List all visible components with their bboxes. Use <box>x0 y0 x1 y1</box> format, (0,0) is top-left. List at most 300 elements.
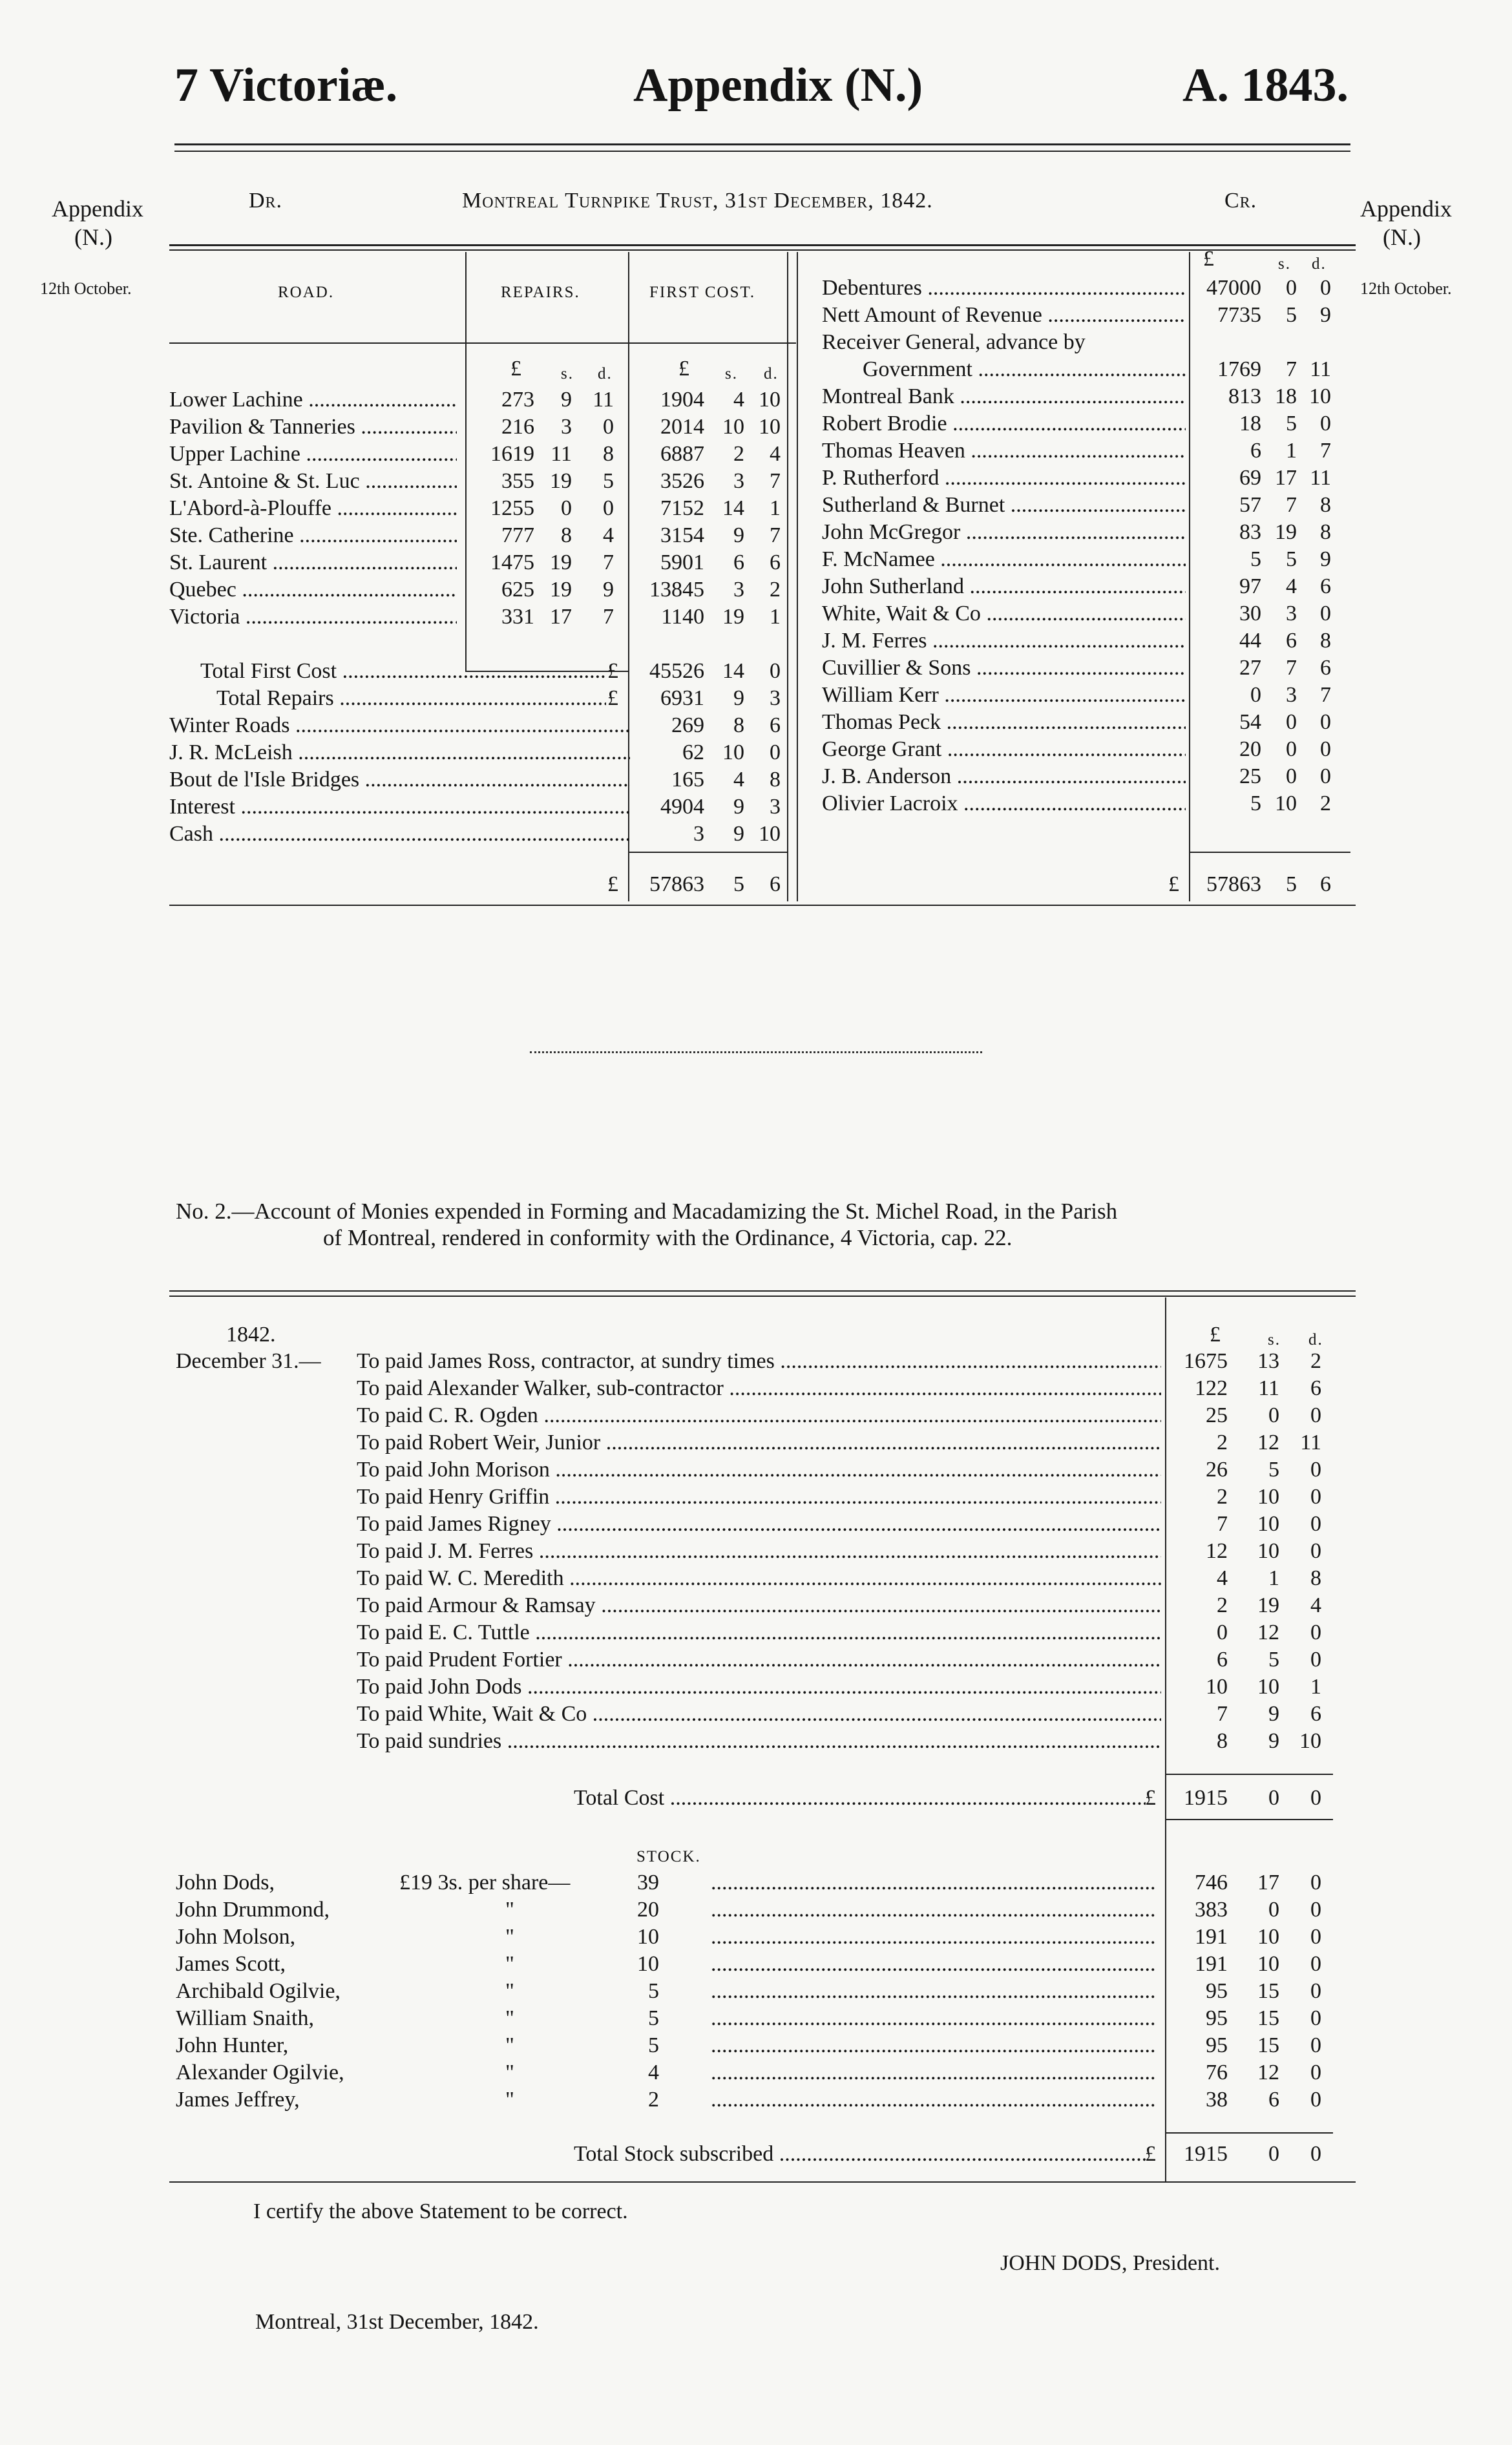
payment-pence: 10 <box>1299 1729 1321 1753</box>
credit-pence: 9 <box>1320 303 1331 327</box>
payment-pence: 0 <box>1310 1512 1321 1536</box>
ditto-mark: " <box>505 2061 514 2084</box>
account1-rule-top2 <box>169 249 1356 251</box>
payment-pounds: 12 <box>1206 1539 1228 1563</box>
credit-pence: 2 <box>1320 792 1331 815</box>
credit-pounds: 1769 <box>1217 357 1261 381</box>
road-cost-pence: 1 <box>770 496 781 520</box>
credit-pence-head: d. <box>1312 255 1327 273</box>
credit-shillings: 10 <box>1275 792 1297 815</box>
stockholder-name: John Dods, <box>176 1871 275 1894</box>
stockholder-leader <box>711 2032 1157 2059</box>
road-cost-shillings: 10 <box>722 415 744 439</box>
road-repairs-pence: 0 <box>603 496 614 520</box>
credit-pence: 0 <box>1320 412 1331 435</box>
payment-label: To paid Alexander Walker, sub-contractor ..... <box>357 1375 1161 1402</box>
debit-label: Total Repairs ..... <box>216 685 606 712</box>
debit-label: Interest ..... <box>169 793 630 821</box>
stockholder-pence: 0 <box>1310 2033 1321 2057</box>
credit-label: Receiver General, advance by <box>822 330 1086 354</box>
credit-label: Cuvillier & Sons ..... <box>822 655 1186 682</box>
credit-label: P. Rutherford ..... <box>822 465 1186 492</box>
stockholder-pounds: 95 <box>1206 2033 1228 2057</box>
page-header-right: A. 1843. <box>1182 59 1349 112</box>
stockholder-leader <box>711 1869 1157 1896</box>
payment-pounds: 10 <box>1206 1675 1228 1699</box>
col-road: ROAD. <box>278 284 335 301</box>
payment-shillings: 9 <box>1268 1729 1279 1753</box>
debit-pounds: 4904 <box>660 795 704 819</box>
road-cost-shillings: 4 <box>733 388 744 412</box>
credit-pounds: 44 <box>1239 629 1261 653</box>
road-repairs-pounds: 625 <box>501 578 534 602</box>
stockholder-pence: 0 <box>1310 1952 1321 1976</box>
road-repairs-pence: 0 <box>603 415 614 439</box>
payment-pence: 2 <box>1310 1349 1321 1373</box>
road-name: L'Abord-à-Plouffe ..... <box>169 495 457 522</box>
debit-shillings: 9 <box>733 795 744 819</box>
debit-label: Bout de l'Isle Bridges ..... <box>169 766 630 793</box>
payment-label: To paid C. R. Ogden ..... <box>357 1402 1161 1429</box>
road-cost-shillings: 9 <box>733 523 744 547</box>
payment-shillings: 10 <box>1257 1512 1279 1536</box>
road-repairs-pounds: 331 <box>501 605 534 629</box>
credit-pounds: 25 <box>1239 764 1261 788</box>
total-stock-pence: 0 <box>1310 2142 1321 2166</box>
repairs-pound-head: £ <box>510 357 521 381</box>
payment-pence: 0 <box>1310 1485 1321 1509</box>
stockholder-leader <box>711 1951 1157 1978</box>
credit-shillings: 7 <box>1286 656 1297 680</box>
credit-pounds: 0 <box>1250 683 1261 707</box>
ditto-mark: " <box>505 2088 514 2112</box>
road-repairs-pounds: 1475 <box>490 551 534 574</box>
credit-label: White, Wait & Co ..... <box>822 600 1186 627</box>
dr-label: Dr. <box>249 189 283 213</box>
account1-rule-bottom <box>169 905 1356 906</box>
debit-currency: £ <box>607 686 618 710</box>
credit-pound-head: £ <box>1203 247 1214 271</box>
margin-left-date: 12th October. <box>40 279 132 298</box>
payment-label: To paid Henry Griffin ..... <box>357 1484 1161 1511</box>
payment-shillings: 12 <box>1257 1431 1279 1454</box>
stockholder-pence: 0 <box>1310 1898 1321 1922</box>
stockholder-shares: 10 <box>637 1952 659 1976</box>
vline-credit-left <box>797 252 798 901</box>
stockholder-name: John Drummond, <box>176 1898 330 1922</box>
cost-pound-head: £ <box>678 357 689 381</box>
credit-pence: 0 <box>1320 276 1331 300</box>
stockholder-shares: 2 <box>648 2088 659 2112</box>
credit-pence: 0 <box>1320 764 1331 788</box>
payment-pence: 8 <box>1310 1566 1321 1590</box>
stockholder-shares: 5 <box>648 2033 659 2057</box>
credit-label: William Kerr ..... <box>822 682 1186 709</box>
stockholder-shillings: 10 <box>1257 1925 1279 1949</box>
debit-shillings: 9 <box>733 686 744 710</box>
payment-pence: 1 <box>1310 1675 1321 1699</box>
payment-pounds: 7 <box>1217 1512 1228 1536</box>
payment-pounds: 2 <box>1217 1431 1228 1454</box>
payment-pounds: 1675 <box>1184 1349 1228 1373</box>
credit-label: J. M. Ferres ..... <box>822 627 1186 655</box>
credit-label: John Sutherland ..... <box>822 573 1186 600</box>
stockholder-pounds: 746 <box>1195 1871 1228 1894</box>
credit-label-continued: Government ..... <box>863 356 1186 383</box>
repairs-shilling-head: s. <box>561 365 574 383</box>
road-cost-pounds: 3154 <box>660 523 704 547</box>
stockholder-pounds: 383 <box>1195 1898 1228 1922</box>
stockholder-shares: 20 <box>637 1898 659 1922</box>
account2-rule-top2 <box>169 1296 1356 1297</box>
stockholder-pence: 0 <box>1310 1871 1321 1894</box>
margin-left-label: Appendix <box>52 196 143 222</box>
stockholder-pence: 0 <box>1310 1979 1321 2003</box>
account2-amount-vline <box>1165 1297 1166 2183</box>
debit-pence: 6 <box>770 713 781 737</box>
debit-pence: 0 <box>770 659 781 683</box>
road-repairs-pounds: 355 <box>501 469 534 493</box>
credit-total-shillings: 5 <box>1286 872 1297 896</box>
stockholder-shillings: 15 <box>1257 2006 1279 2030</box>
credit-pounds: 97 <box>1239 574 1261 598</box>
stockholder-shares: 5 <box>648 1979 659 2003</box>
payment-pence: 0 <box>1310 1648 1321 1672</box>
stockholder-leader <box>711 1924 1157 1951</box>
debit-label: J. R. McLeish ..... <box>169 739 630 766</box>
credit-label: George Grant ..... <box>822 736 1186 763</box>
credit-label: J. B. Anderson ..... <box>822 763 1186 790</box>
credit-pounds: 54 <box>1239 710 1261 734</box>
stockholder-pence: 0 <box>1310 2061 1321 2084</box>
payment-label: To paid Robert Weir, Junior ..... <box>357 1429 1161 1456</box>
payment-shillings: 13 <box>1257 1349 1279 1373</box>
debit-total-pence: 6 <box>770 872 781 896</box>
col-heading-rule <box>169 342 796 344</box>
debit-shillings: 8 <box>733 713 744 737</box>
credit-label: Nett Amount of Revenue ..... <box>822 302 1186 329</box>
account2-year: 1842. <box>226 1323 276 1347</box>
road-repairs-pence: 7 <box>603 551 614 574</box>
repairs-pence-head: d. <box>598 365 613 383</box>
road-name: St. Antoine & St. Luc ..... <box>169 468 457 495</box>
cr-label: Cr. <box>1224 189 1257 213</box>
credit-pence: 7 <box>1320 439 1331 463</box>
account1-rule-top <box>169 244 1356 246</box>
payment-shillings: 9 <box>1268 1702 1279 1726</box>
credit-pounds: 18 <box>1239 412 1261 435</box>
debit-pounds: 45526 <box>649 659 704 683</box>
total-stock-label: Total Stock subscribed ..... <box>574 2141 1146 2168</box>
road-cost-shillings: 6 <box>733 551 744 574</box>
payment-shillings: 1 <box>1268 1566 1279 1590</box>
total-cost-currency: £ <box>1145 1786 1156 1810</box>
debit-sum-rule <box>628 852 787 853</box>
debit-total-currency: £ <box>607 872 618 896</box>
account2-rule-bottom <box>169 2181 1356 2183</box>
payment-shillings: 5 <box>1268 1648 1279 1672</box>
road-repairs-pounds: 1255 <box>490 496 534 520</box>
payments-sum-rule <box>1165 1774 1333 1775</box>
debit-pence: 0 <box>770 740 781 764</box>
total-cost-pounds: 1915 <box>1184 1786 1228 1810</box>
stockholder-shillings: 10 <box>1257 1952 1279 1976</box>
debit-shillings: 10 <box>722 740 744 764</box>
ditto-mark: " <box>505 2033 514 2057</box>
road-repairs-pence: 5 <box>603 469 614 493</box>
share-price: £19 3s. per share— <box>399 1871 571 1894</box>
road-cost-shillings: 3 <box>733 578 744 602</box>
road-cost-shillings: 19 <box>722 605 744 629</box>
payment-pounds: 122 <box>1195 1376 1228 1400</box>
account2-date: December 31.— <box>176 1349 321 1373</box>
credit-total-pounds: 57863 <box>1206 872 1261 896</box>
payment-pence: 0 <box>1310 1539 1321 1563</box>
road-name: Upper Lachine ..... <box>169 441 457 468</box>
credit-shilling-head: s. <box>1278 255 1291 273</box>
credit-shillings: 0 <box>1286 710 1297 734</box>
credit-pence: 11 <box>1310 466 1331 490</box>
credit-shillings: 5 <box>1286 303 1297 327</box>
credit-shillings: 17 <box>1275 466 1297 490</box>
payment-label: To paid W. C. Meredith ..... <box>357 1565 1161 1592</box>
vline-cost-right <box>787 252 788 901</box>
credit-shillings: 0 <box>1286 764 1297 788</box>
payment-pence: 11 <box>1300 1431 1321 1454</box>
stockholder-leader <box>711 1896 1157 1924</box>
stockholder-name: John Molson, <box>176 1925 296 1949</box>
payment-pounds: 4 <box>1217 1566 1228 1590</box>
debit-pounds: 3 <box>693 822 704 846</box>
road-cost-pence: 7 <box>770 523 781 547</box>
road-repairs-shillings: 11 <box>551 442 572 466</box>
payment-label: To paid Armour & Ramsay ..... <box>357 1592 1161 1619</box>
credit-shillings: 18 <box>1275 384 1297 408</box>
road-repairs-pence: 9 <box>603 578 614 602</box>
road-cost-pence: 2 <box>770 578 781 602</box>
credit-label: Olivier Lacroix ..... <box>822 790 1186 817</box>
payment-shillings: 19 <box>1257 1593 1279 1617</box>
road-cost-pence: 1 <box>770 605 781 629</box>
stockholder-shares: 10 <box>637 1925 659 1949</box>
col-first-cost: FIRST COST. <box>649 284 756 301</box>
road-repairs-pounds: 777 <box>501 523 534 547</box>
credit-pounds: 30 <box>1239 602 1261 625</box>
credit-label: Montreal Bank ..... <box>822 383 1186 410</box>
credit-pounds: 6 <box>1250 439 1261 463</box>
credit-shillings: 7 <box>1286 357 1297 381</box>
road-name: Lower Lachine ..... <box>169 386 457 414</box>
credit-shillings: 4 <box>1286 574 1297 598</box>
debit-pence: 3 <box>770 795 781 819</box>
payment-label: To paid E. C. Tuttle ..... <box>357 1619 1161 1646</box>
credit-pence: 6 <box>1320 656 1331 680</box>
debit-currency: £ <box>607 659 618 683</box>
road-repairs-pence: 4 <box>603 523 614 547</box>
total-stock-pounds: 1915 <box>1184 2142 1228 2166</box>
road-cost-pounds: 1904 <box>660 388 704 412</box>
stockholder-shares: 39 <box>637 1871 659 1894</box>
credit-total-pence: 6 <box>1320 872 1331 896</box>
payment-shillings: 10 <box>1257 1675 1279 1699</box>
page-header-center: Appendix (N.) <box>633 59 923 112</box>
credit-label: Thomas Peck ..... <box>822 709 1186 736</box>
road-repairs-shillings: 8 <box>561 523 572 547</box>
account2-shilling-head: s. <box>1268 1331 1281 1348</box>
total-stock-shillings: 0 <box>1268 2142 1279 2166</box>
payment-shillings: 10 <box>1257 1485 1279 1509</box>
credit-pounds: 7735 <box>1217 303 1261 327</box>
road-name: Ste. Catherine ..... <box>169 522 457 549</box>
stockholder-name: James Jeffrey, <box>176 2088 300 2112</box>
stockholder-pounds: 38 <box>1206 2088 1228 2112</box>
debit-pence: 3 <box>770 686 781 710</box>
total-cost-label: Total Cost ..... <box>574 1785 1146 1812</box>
margin-left-sub: (N.) <box>74 224 112 250</box>
credit-pence: 0 <box>1320 710 1331 734</box>
payment-label: To paid sundries ..... <box>357 1728 1161 1755</box>
stockholder-pounds: 95 <box>1206 2006 1228 2030</box>
road-cost-pounds: 2014 <box>660 415 704 439</box>
ditto-mark: " <box>505 1952 514 1976</box>
road-repairs-shillings: 19 <box>550 551 572 574</box>
payment-label: To paid John Morison ..... <box>357 1456 1161 1484</box>
certification-signature: JOHN DODS, President. <box>1000 2251 1220 2275</box>
ditto-mark: " <box>505 1898 514 1922</box>
credit-shillings: 3 <box>1286 683 1297 707</box>
stockholder-leader <box>711 1978 1157 2005</box>
total-cost-rule <box>1165 1819 1333 1820</box>
margin-right-sub: (N.) <box>1383 224 1421 250</box>
credit-shillings: 1 <box>1286 439 1297 463</box>
debit-label: Total First Cost ..... <box>200 658 606 685</box>
stock-sum-rule <box>1165 2132 1333 2134</box>
vline-repairs-left <box>465 252 467 672</box>
road-repairs-shillings: 3 <box>561 415 572 439</box>
credit-pence: 0 <box>1320 602 1331 625</box>
debit-shillings: 9 <box>733 822 744 846</box>
road-repairs-pence: 7 <box>603 605 614 629</box>
stockholder-leader <box>711 2086 1157 2114</box>
credit-pounds: 813 <box>1228 384 1261 408</box>
stockholder-pounds: 191 <box>1195 1925 1228 1949</box>
ditto-mark: " <box>505 1979 514 2003</box>
col-repairs: REPAIRS. <box>501 284 580 301</box>
stockholder-shillings: 12 <box>1257 2061 1279 2084</box>
road-cost-pounds: 1140 <box>661 605 704 629</box>
credit-pence: 9 <box>1320 547 1331 571</box>
credit-pence: 7 <box>1320 683 1331 707</box>
credit-shillings: 6 <box>1286 629 1297 653</box>
payment-pence: 6 <box>1310 1376 1321 1400</box>
debit-total-shillings: 5 <box>733 872 744 896</box>
page-header-left: 7 Victoriæ. <box>174 59 398 112</box>
road-cost-shillings: 3 <box>733 469 744 493</box>
payment-pounds: 8 <box>1217 1729 1228 1753</box>
credit-pounds: 27 <box>1239 656 1261 680</box>
ornamental-separator <box>530 1051 982 1056</box>
stockholder-leader <box>711 2005 1157 2032</box>
payment-pounds: 25 <box>1206 1403 1228 1427</box>
road-repairs-shillings: 19 <box>550 469 572 493</box>
debit-total-pounds: 57863 <box>649 872 704 896</box>
header-rule-top <box>174 143 1350 145</box>
road-cost-pence: 10 <box>759 388 781 412</box>
payment-pence: 6 <box>1310 1702 1321 1726</box>
credit-total-currency: £ <box>1168 872 1179 896</box>
stockholder-pence: 0 <box>1310 1925 1321 1949</box>
cost-pence-head: d. <box>764 365 779 383</box>
payment-label: To paid J. M. Ferres ..... <box>357 1538 1161 1565</box>
stockholder-name: John Hunter, <box>176 2033 289 2057</box>
road-cost-pounds: 6887 <box>660 442 704 466</box>
credit-shillings: 5 <box>1286 412 1297 435</box>
credit-label: Sutherland & Burnet ..... <box>822 492 1186 519</box>
road-name: Quebec ..... <box>169 576 457 603</box>
stockholder-shares: 5 <box>648 2006 659 2030</box>
payment-label: To paid James Rigney ..... <box>357 1511 1161 1538</box>
stockholder-pounds: 76 <box>1206 2061 1228 2084</box>
account2-pound-head: £ <box>1210 1323 1221 1347</box>
total-stock-currency: £ <box>1145 2142 1156 2166</box>
road-cost-pounds: 3526 <box>660 469 704 493</box>
credit-label: Debentures ..... <box>822 275 1186 302</box>
road-repairs-pounds: 273 <box>501 388 534 412</box>
certification-statement: I certify the above Statement to be correct. <box>253 2199 628 2223</box>
credit-shillings: 7 <box>1286 493 1297 517</box>
stockholder-name: Archibald Ogilvie, <box>176 1979 341 2003</box>
road-cost-pence: 7 <box>770 469 781 493</box>
road-repairs-shillings: 0 <box>561 496 572 520</box>
credit-pounds: 5 <box>1250 792 1261 815</box>
road-cost-pounds: 7152 <box>660 496 704 520</box>
credit-sum-rule <box>1189 852 1350 853</box>
road-name: Pavilion & Tanneries ..... <box>169 414 457 441</box>
credit-pence: 11 <box>1310 357 1331 381</box>
credit-shillings: 3 <box>1286 602 1297 625</box>
credit-pence: 0 <box>1320 737 1331 761</box>
credit-label: Robert Brodie ..... <box>822 410 1186 437</box>
credit-pounds: 5 <box>1250 547 1261 571</box>
account1-title: Montreal Turnpike Trust, 31st December, 1842. <box>462 189 933 213</box>
stockholder-name: William Snaith, <box>176 2006 314 2030</box>
debit-pounds: 165 <box>671 768 704 792</box>
payment-pence: 4 <box>1310 1593 1321 1617</box>
payment-label: To paid Prudent Fortier ..... <box>357 1646 1161 1674</box>
credit-shillings: 0 <box>1286 737 1297 761</box>
account2-title-line2: of Montreal, rendered in conformity with the Ordinance, 4 Victoria, cap. 22. <box>323 1225 1013 1250</box>
credit-label: John McGregor ..... <box>822 519 1186 546</box>
debit-pounds: 6931 <box>660 686 704 710</box>
credit-pounds: 57 <box>1239 493 1261 517</box>
debit-label: Cash ..... <box>169 821 630 848</box>
stockholder-pence: 0 <box>1310 2088 1321 2112</box>
payment-pounds: 2 <box>1217 1593 1228 1617</box>
account2-rule-top <box>169 1290 1356 1292</box>
road-repairs-pounds: 1619 <box>490 442 534 466</box>
stockholder-pounds: 191 <box>1195 1952 1228 1976</box>
debit-label: Winter Roads ..... <box>169 712 630 739</box>
payment-pounds: 6 <box>1217 1648 1228 1672</box>
road-cost-pence: 4 <box>770 442 781 466</box>
stockholder-name: Alexander Ogilvie, <box>176 2061 344 2084</box>
payment-pounds: 0 <box>1217 1621 1228 1644</box>
stockholder-shillings: 0 <box>1268 1898 1279 1922</box>
payment-shillings: 0 <box>1268 1403 1279 1427</box>
credit-pence: 10 <box>1309 384 1331 408</box>
account2-title-line1: No. 2.—Account of Monies expended in Forming and Macadamizing the St. Michel Road, in the Parish <box>176 1199 1118 1224</box>
credit-pence: 8 <box>1320 493 1331 517</box>
